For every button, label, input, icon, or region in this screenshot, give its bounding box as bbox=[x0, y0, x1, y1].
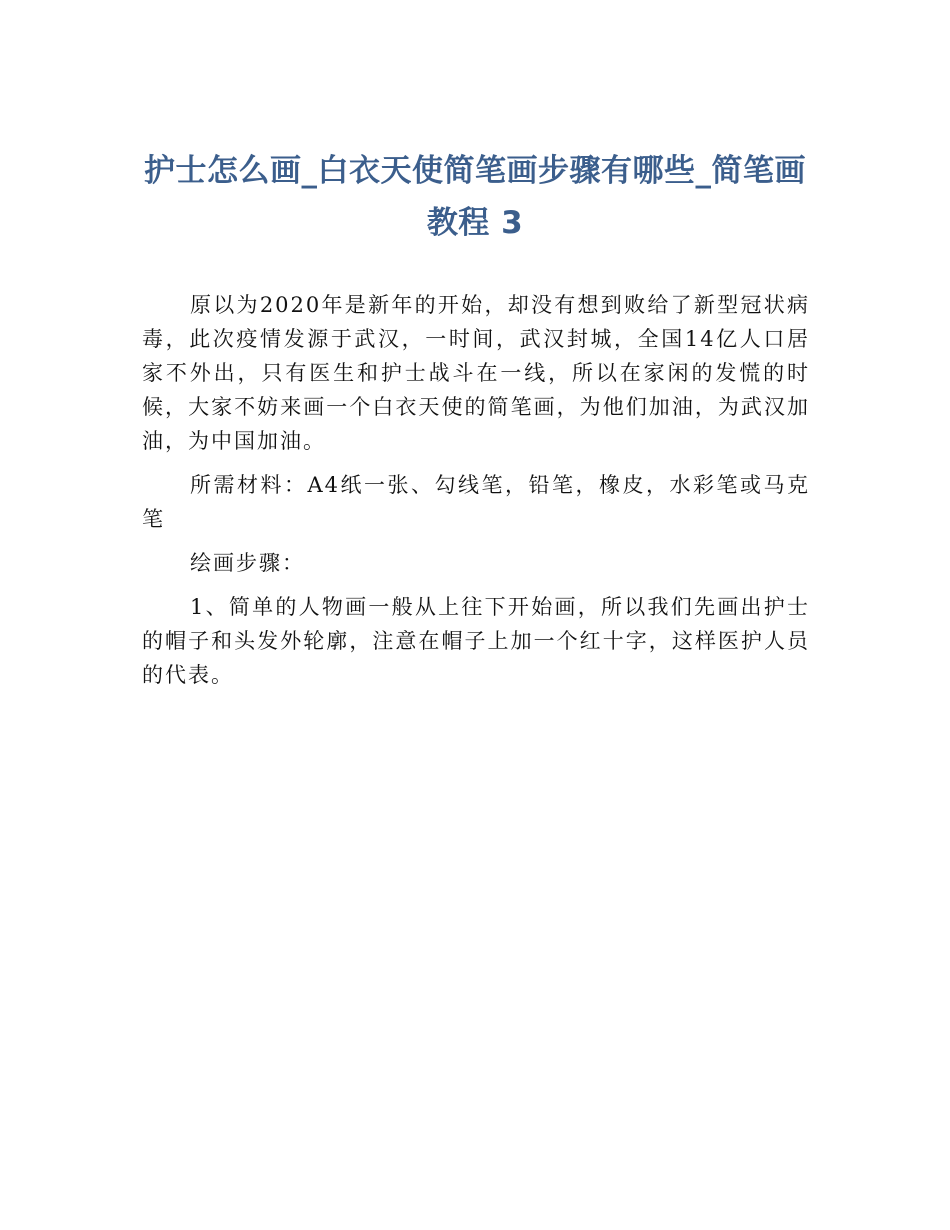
page-title: 护士怎么画_白衣天使简笔画步骤有哪些_简笔画教程 3 bbox=[144, 153, 806, 241]
paragraph-steps-heading: 绘画步骤： bbox=[190, 551, 305, 575]
paragraph-step-1: 1、简单的人物画一般从上往下开始画，所以我们先画出护士的帽子和头发外轮廓，注意在帽子上加一个红十字，这样医护人员的代表。 bbox=[142, 595, 810, 687]
paragraph-materials: 所需材料：A4纸一张、勾线笔，铅笔，橡皮，水彩笔或马克笔 bbox=[142, 473, 810, 531]
paragraph-intro: 原以为2020年是新年的开始，却没有想到败给了新型冠状病毒，此次疫情发源于武汉，一时间，武汉封城，全国14亿人口居家不外出，只有医生和护士战斗在一线，所以在家闲的发慌的时候，大家不妨来画一个白衣天使的简笔画，为他们加油，为武汉加油，为中国加油。 bbox=[142, 293, 810, 453]
document-body bbox=[142, 288, 810, 702]
